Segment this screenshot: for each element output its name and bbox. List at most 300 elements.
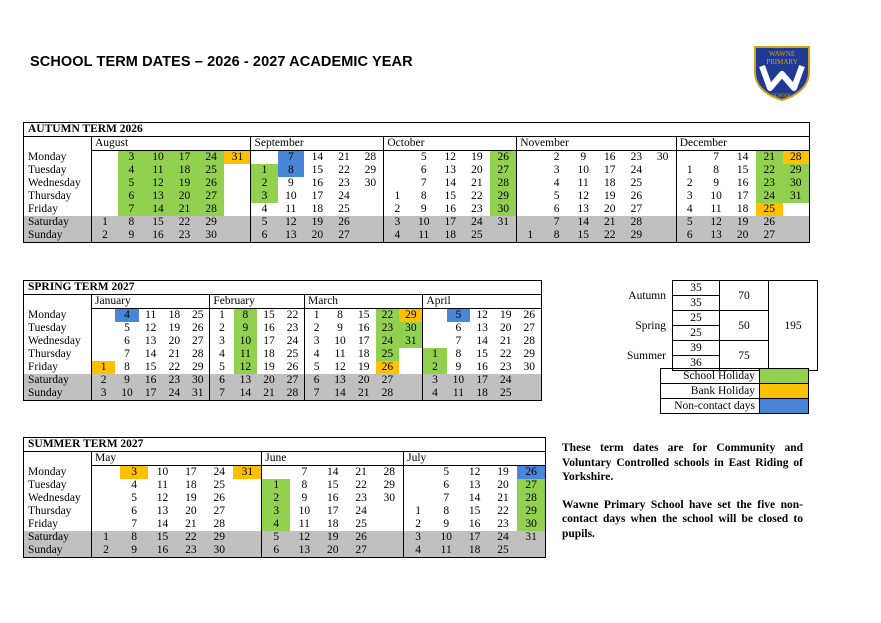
date-cell-august-20: 20 — [171, 190, 198, 203]
date-cell-september-10: 10 — [285, 190, 297, 202]
date-cell-april-8: 8 — [455, 348, 462, 360]
date-cell-may-1: 1 — [92, 531, 120, 544]
date-cell-april-12: 12 — [476, 309, 488, 321]
date-cell-november-7: 7 — [543, 216, 570, 229]
summary-autumn-half1: 35 — [673, 281, 720, 296]
date-cell-august-22: 22 — [171, 216, 198, 229]
empty-cell — [92, 505, 120, 518]
date-cell-january-8: 8 — [124, 361, 130, 373]
date-cell-december-4: 4 — [676, 203, 703, 216]
date-cell-october-8: 8 — [420, 190, 427, 202]
date-cell-june-20: 20 — [319, 544, 347, 558]
date-cell-november-16: 16 — [604, 151, 616, 163]
date-cell-september-15: 15 — [311, 164, 324, 176]
day-label-saturday: Saturday — [24, 216, 92, 229]
date-cell-december-15: 15 — [736, 164, 749, 176]
date-cell-march-16: 16 — [357, 322, 370, 334]
date-cell-july-30: 30 — [517, 518, 545, 531]
date-cell-january-10: 10 — [115, 387, 139, 401]
empty-cell — [423, 335, 447, 348]
date-cell-january-29: 29 — [192, 361, 204, 373]
empty-cell — [224, 229, 251, 243]
date-cell-september-12: 12 — [278, 216, 305, 229]
date-cell-june-30: 30 — [383, 492, 395, 504]
date-cell-may-16: 16 — [148, 544, 176, 558]
date-cell-september-13: 13 — [278, 229, 305, 243]
date-cell-november-12: 12 — [577, 190, 589, 202]
date-cell-may-5: 5 — [131, 492, 137, 504]
date-cell-july-9: 9 — [443, 518, 450, 530]
date-cell-january-18: 18 — [168, 309, 181, 321]
legend-swatch-bank-holiday — [760, 384, 809, 399]
date-cell-may-21: 21 — [185, 518, 197, 530]
summary-summer-half1: 39 — [673, 341, 720, 356]
date-cell-july-25: 25 — [489, 544, 517, 558]
date-cell-september-19: 19 — [304, 216, 331, 229]
summary-summer-total: 75 — [720, 341, 769, 371]
date-cell-may-12: 12 — [156, 492, 169, 504]
empty-cell — [650, 190, 677, 203]
date-cell-february-17: 17 — [263, 335, 275, 347]
empty-cell — [92, 164, 119, 177]
date-cell-august-26: 26 — [198, 177, 225, 190]
day-label-saturday: Saturday — [24, 374, 92, 387]
date-cell-march-24: 24 — [376, 335, 400, 348]
date-cell-march-19: 19 — [357, 361, 370, 373]
date-cell-july-24: 24 — [489, 531, 517, 544]
month-header-august: August — [92, 137, 251, 151]
date-cell-september-23: 23 — [338, 177, 350, 189]
date-cell-july-13: 13 — [468, 479, 481, 491]
day-label-saturday: Saturday — [24, 531, 92, 544]
day-label-monday: Monday — [24, 466, 92, 480]
date-cell-november-28: 28 — [623, 216, 650, 229]
date-cell-june-13: 13 — [290, 544, 318, 558]
date-cell-july-15: 15 — [468, 505, 481, 517]
date-cell-december-2: 2 — [676, 177, 703, 190]
date-cell-september-2: 2 — [251, 177, 278, 190]
empty-cell — [404, 466, 432, 480]
date-cell-february-27: 27 — [281, 374, 305, 387]
date-cell-april-26: 26 — [518, 309, 542, 323]
date-cell-december-19: 19 — [729, 216, 756, 229]
date-cell-january-5: 5 — [124, 322, 130, 334]
page-title: SCHOOL TERM DATES – 2026 - 2027 ACADEMIC YEAR — [30, 54, 413, 70]
date-cell-july-2: 2 — [404, 518, 432, 531]
date-cell-may-30: 30 — [205, 544, 233, 558]
date-cell-october-9: 9 — [420, 203, 427, 215]
date-cell-june-9: 9 — [301, 492, 308, 504]
date-cell-april-28: 28 — [518, 335, 542, 348]
date-cell-october-14: 14 — [444, 177, 457, 189]
school-crest-logo — [752, 44, 812, 102]
day-label-monday: Monday — [24, 309, 92, 323]
date-cell-july-31: 31 — [517, 531, 545, 544]
date-cell-august-2: 2 — [92, 229, 119, 243]
date-cell-june-3: 3 — [262, 505, 290, 518]
date-cell-february-6: 6 — [210, 374, 234, 387]
date-cell-august-31: 31 — [224, 151, 251, 165]
date-cell-july-12: 12 — [468, 466, 481, 478]
summary-spring-half2: 25 — [673, 326, 720, 341]
date-cell-october-13: 13 — [444, 164, 457, 176]
date-cell-march-14: 14 — [328, 387, 352, 401]
date-cell-january-11: 11 — [145, 309, 157, 321]
summer-term-title: SUMMER TERM 2027 — [24, 438, 546, 452]
month-header-march: March — [305, 295, 423, 309]
date-cell-october-28: 28 — [490, 177, 517, 190]
date-cell-july-6: 6 — [443, 479, 450, 491]
date-cell-september-11: 11 — [285, 203, 297, 215]
empty-cell — [224, 216, 251, 229]
date-cell-november-30: 30 — [656, 151, 669, 163]
date-cell-june-24: 24 — [355, 505, 367, 517]
date-cell-november-27: 27 — [630, 203, 643, 215]
legend — [660, 368, 809, 414]
date-cell-may-31: 31 — [233, 466, 261, 480]
day-label-thursday: Thursday — [24, 505, 92, 518]
date-cell-december-11: 11 — [710, 203, 722, 215]
date-cell-august-1: 1 — [92, 216, 119, 229]
date-cell-june-12: 12 — [290, 531, 318, 544]
date-cell-april-17: 17 — [470, 374, 494, 387]
date-cell-march-4: 4 — [305, 348, 329, 361]
empty-cell — [650, 216, 677, 229]
date-cell-march-7: 7 — [305, 387, 329, 401]
date-cell-april-23: 23 — [500, 361, 512, 373]
date-cell-july-29: 29 — [517, 505, 545, 518]
date-cell-march-28: 28 — [376, 387, 400, 401]
empty-cell — [233, 492, 261, 505]
date-cell-december-9: 9 — [713, 177, 719, 189]
date-cell-december-5: 5 — [676, 216, 703, 229]
day-label-monday: Monday — [24, 151, 92, 165]
empty-cell — [517, 190, 544, 203]
date-cell-june-17: 17 — [326, 505, 339, 517]
empty-cell — [233, 518, 261, 531]
date-cell-january-2: 2 — [92, 374, 116, 387]
date-cell-june-27: 27 — [347, 544, 375, 558]
date-cell-november-26: 26 — [630, 190, 643, 202]
date-cell-june-2: 2 — [262, 492, 290, 505]
date-cell-august-28: 28 — [198, 203, 225, 216]
date-cell-november-11: 11 — [577, 177, 589, 189]
date-cell-june-10: 10 — [298, 505, 311, 517]
date-cell-october-24: 24 — [464, 216, 491, 229]
date-cell-april-10: 10 — [447, 374, 471, 387]
empty-cell — [783, 229, 810, 243]
date-cell-august-18: 18 — [171, 164, 198, 177]
date-cell-june-8: 8 — [301, 479, 308, 491]
month-header-october: October — [384, 137, 517, 151]
date-cell-november-6: 6 — [553, 203, 560, 215]
empty-cell — [262, 466, 290, 480]
date-cell-august-9: 9 — [118, 229, 145, 243]
date-cell-october-3: 3 — [384, 216, 411, 229]
date-cell-may-14: 14 — [156, 518, 169, 530]
date-cell-june-23: 23 — [355, 492, 367, 504]
date-cell-july-3: 3 — [404, 531, 432, 544]
date-cell-july-28: 28 — [517, 492, 545, 505]
empty-cell — [92, 518, 120, 531]
month-header-december: December — [676, 137, 809, 151]
date-cell-may-20: 20 — [185, 505, 197, 517]
day-label-tuesday: Tuesday — [24, 164, 92, 177]
svg-text:WAWNE: WAWNE — [768, 50, 796, 58]
date-cell-february-13: 13 — [234, 374, 258, 387]
autumn-term-title: AUTUMN TERM 2026 — [24, 123, 810, 137]
legend-label-school-holiday: School Holiday — [661, 369, 760, 384]
date-cell-december-8: 8 — [713, 164, 719, 176]
date-cell-february-14: 14 — [234, 387, 258, 401]
date-cell-october-10: 10 — [410, 216, 437, 229]
empty-cell — [92, 309, 116, 323]
empty-cell — [92, 322, 116, 335]
date-cell-november-29: 29 — [623, 229, 650, 243]
date-cell-december-30: 30 — [783, 177, 810, 190]
empty-cell — [517, 203, 544, 216]
date-cell-december-29: 29 — [783, 164, 810, 177]
date-cell-october-19: 19 — [471, 151, 483, 163]
date-cell-april-2: 2 — [423, 361, 447, 374]
date-cell-december-20: 20 — [729, 229, 756, 243]
date-cell-march-25: 25 — [376, 348, 400, 361]
date-cell-march-5: 5 — [305, 361, 329, 374]
date-cell-august-11: 11 — [145, 164, 172, 177]
date-cell-july-20: 20 — [497, 479, 509, 491]
date-cell-january-16: 16 — [139, 374, 163, 387]
note-non-contact-days: Wawne Primary School have set the five non-contact days when the school will be closed to pupils. — [562, 498, 803, 540]
day-label-sunday: Sunday — [24, 387, 92, 401]
date-cell-march-21: 21 — [352, 387, 376, 401]
empty-cell — [224, 203, 251, 216]
date-cell-may-10: 10 — [156, 466, 169, 478]
date-cell-march-31: 31 — [399, 335, 423, 348]
date-cell-january-20: 20 — [168, 335, 181, 347]
date-cell-april-6: 6 — [455, 322, 462, 334]
date-cell-february-12: 12 — [234, 361, 258, 374]
date-cell-september-4: 4 — [251, 203, 278, 216]
empty-cell — [224, 177, 251, 190]
date-cell-february-11: 11 — [234, 348, 258, 361]
summary-autumn-half2: 35 — [673, 296, 720, 311]
empty-cell — [233, 531, 261, 544]
day-label-thursday: Thursday — [24, 348, 92, 361]
date-cell-september-21: 21 — [338, 151, 350, 163]
date-cell-june-29: 29 — [383, 479, 395, 491]
date-cell-april-30: 30 — [518, 361, 542, 374]
date-cell-july-11: 11 — [432, 544, 460, 558]
month-header-july: July — [404, 452, 546, 466]
date-cell-may-4: 4 — [131, 479, 137, 491]
date-cell-january-26: 26 — [192, 322, 204, 334]
date-cell-february-9: 9 — [234, 322, 258, 335]
empty-cell — [399, 374, 423, 387]
date-cell-january-27: 27 — [192, 335, 204, 347]
date-cell-may-24: 24 — [213, 466, 225, 478]
empty-cell — [92, 479, 120, 492]
date-cell-january-3: 3 — [92, 387, 116, 401]
date-cell-august-29: 29 — [198, 216, 225, 229]
date-cell-january-17: 17 — [139, 387, 163, 401]
date-cell-april-19: 19 — [500, 309, 512, 321]
summary-label-summer: Summer — [627, 349, 666, 362]
date-cell-may-9: 9 — [120, 544, 148, 558]
date-cell-may-27: 27 — [213, 505, 225, 517]
date-cell-december-22: 22 — [756, 164, 783, 177]
date-cell-august-17: 17 — [171, 151, 198, 165]
summary-label-autumn: Autumn — [628, 289, 666, 302]
date-cell-october-21: 21 — [471, 177, 483, 189]
date-cell-january-21: 21 — [168, 348, 181, 360]
notes — [562, 441, 803, 554]
autumn-term-calendar — [23, 122, 810, 243]
date-cell-january-9: 9 — [115, 374, 139, 387]
date-cell-october-15: 15 — [444, 190, 457, 202]
month-header-february: February — [210, 295, 305, 309]
date-cell-september-20: 20 — [304, 229, 331, 243]
date-cell-november-4: 4 — [553, 177, 560, 189]
date-cell-september-9: 9 — [287, 177, 294, 189]
summer-term-calendar — [23, 437, 546, 558]
date-cell-september-7: 7 — [278, 151, 305, 165]
date-cell-july-27: 27 — [517, 479, 545, 492]
empty-cell — [650, 164, 677, 177]
date-cell-june-22: 22 — [355, 479, 367, 491]
date-cell-december-31: 31 — [783, 190, 810, 203]
date-cell-november-5: 5 — [553, 190, 560, 202]
date-cell-april-16: 16 — [476, 361, 488, 373]
date-cell-april-25: 25 — [494, 387, 518, 401]
date-cell-june-5: 5 — [262, 531, 290, 544]
date-cell-june-14: 14 — [326, 466, 339, 478]
empty-cell — [251, 151, 278, 165]
date-cell-november-20: 20 — [604, 203, 616, 215]
date-cell-august-24: 24 — [198, 151, 225, 165]
date-cell-february-7: 7 — [210, 387, 234, 401]
date-cell-october-11: 11 — [410, 229, 437, 243]
date-cell-december-26: 26 — [756, 216, 783, 229]
date-cell-march-26: 26 — [376, 361, 400, 374]
empty-cell — [399, 361, 423, 374]
date-cell-december-14: 14 — [736, 151, 749, 163]
date-cell-february-2: 2 — [210, 322, 234, 335]
date-cell-february-20: 20 — [257, 374, 281, 387]
date-cell-october-25: 25 — [464, 229, 491, 243]
date-cell-july-7: 7 — [443, 492, 450, 504]
empty-cell — [650, 177, 677, 190]
date-cell-november-23: 23 — [630, 151, 643, 163]
date-cell-july-23: 23 — [497, 518, 509, 530]
date-cell-december-1: 1 — [676, 164, 703, 177]
date-cell-june-25: 25 — [355, 518, 367, 530]
date-cell-april-20: 20 — [500, 322, 512, 334]
date-cell-may-29: 29 — [205, 531, 233, 544]
date-cell-november-19: 19 — [604, 190, 616, 202]
date-cell-december-21: 21 — [756, 151, 783, 165]
empty-cell — [423, 322, 447, 335]
date-cell-october-6: 6 — [420, 164, 427, 176]
date-cell-november-17: 17 — [604, 164, 616, 176]
date-cell-december-23: 23 — [756, 177, 783, 190]
day-label-sunday: Sunday — [24, 229, 92, 243]
date-cell-september-14: 14 — [311, 151, 324, 163]
date-cell-august-13: 13 — [145, 190, 172, 203]
empty-cell — [517, 151, 544, 165]
date-cell-december-7: 7 — [713, 151, 719, 163]
date-cell-august-16: 16 — [145, 229, 172, 243]
empty-cell — [357, 216, 384, 229]
summary-spring-half1: 25 — [673, 311, 720, 326]
day-label-wednesday: Wednesday — [24, 177, 92, 190]
date-cell-march-13: 13 — [328, 374, 352, 387]
date-cell-november-3: 3 — [553, 164, 560, 176]
date-cell-april-5: 5 — [447, 309, 471, 323]
date-cell-february-8: 8 — [234, 309, 258, 323]
date-cell-march-11: 11 — [334, 348, 346, 360]
date-cell-june-4: 4 — [262, 518, 290, 531]
date-cell-july-1: 1 — [404, 505, 432, 518]
empty-cell — [423, 309, 447, 323]
month-header-september: September — [251, 137, 384, 151]
date-cell-july-26: 26 — [517, 466, 545, 480]
date-cell-october-2: 2 — [384, 203, 411, 216]
summary-spring-total: 50 — [720, 311, 769, 341]
date-cell-august-14: 14 — [145, 203, 172, 216]
date-cell-october-29: 29 — [490, 190, 517, 203]
date-cell-june-15: 15 — [326, 479, 339, 491]
date-cell-october-30: 30 — [490, 203, 517, 216]
spring-term-title: SPRING TERM 2027 — [24, 281, 542, 295]
date-cell-april-15: 15 — [476, 348, 488, 360]
empty-cell — [375, 505, 403, 518]
date-cell-june-11: 11 — [298, 518, 310, 530]
date-cell-august-21: 21 — [171, 203, 198, 216]
day-label-tuesday: Tuesday — [24, 479, 92, 492]
empty-cell — [92, 203, 119, 216]
date-cell-february-28: 28 — [281, 387, 305, 401]
date-cell-february-16: 16 — [263, 322, 275, 334]
date-cell-august-25: 25 — [198, 164, 225, 177]
date-cell-february-21: 21 — [257, 387, 281, 401]
empty-cell — [92, 466, 120, 480]
corner-cell — [24, 452, 92, 466]
day-label-sunday: Sunday — [24, 544, 92, 558]
empty-cell — [224, 190, 251, 203]
empty-cell — [384, 177, 411, 190]
date-cell-september-16: 16 — [311, 177, 324, 189]
date-cell-october-12: 12 — [444, 151, 457, 163]
date-cell-february-15: 15 — [263, 309, 275, 321]
date-cell-july-4: 4 — [404, 544, 432, 558]
empty-cell — [357, 203, 384, 216]
date-cell-april-21: 21 — [500, 335, 512, 347]
date-cell-march-20: 20 — [352, 374, 376, 387]
date-cell-january-31: 31 — [186, 387, 210, 401]
date-cell-may-18: 18 — [185, 479, 197, 491]
date-cell-may-26: 26 — [213, 492, 225, 504]
empty-cell — [357, 229, 384, 243]
date-cell-august-3: 3 — [118, 151, 145, 165]
date-cell-february-1: 1 — [210, 309, 234, 323]
date-cell-september-22: 22 — [338, 164, 350, 176]
date-cell-november-8: 8 — [543, 229, 570, 243]
date-cell-july-18: 18 — [460, 544, 488, 558]
date-cell-february-10: 10 — [234, 335, 258, 348]
month-header-may: May — [92, 452, 262, 466]
date-cell-february-26: 26 — [286, 361, 299, 373]
empty-cell — [233, 479, 261, 492]
